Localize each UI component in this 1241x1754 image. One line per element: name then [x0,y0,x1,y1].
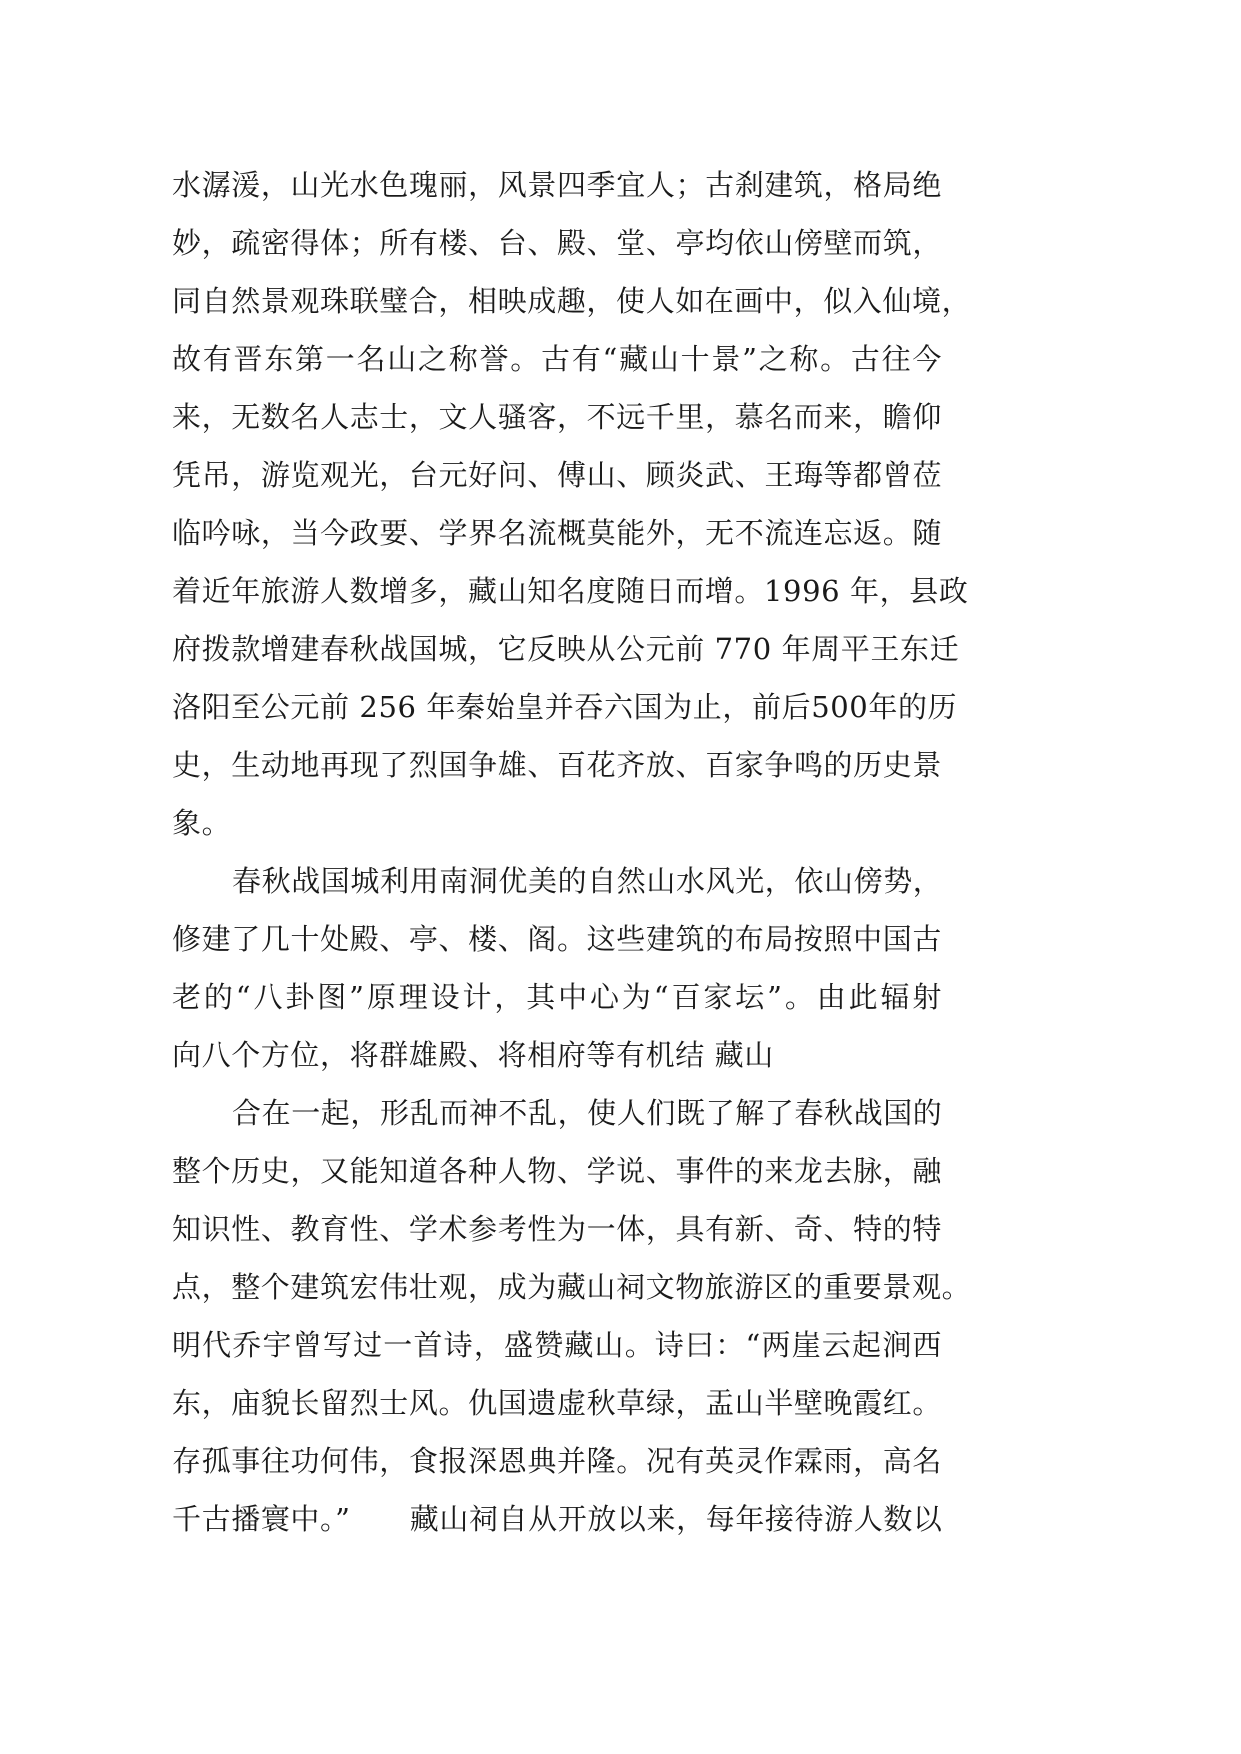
text-line: 临吟咏，当今政要、学界名流概莫能外，无不流连忘返。随 [172,516,942,550]
text-line: 知识性、教育性、学术参考性为一体，具有新、奇、特的特 [172,1212,942,1246]
paragraph-3 [172,1084,972,1548]
text-line: 水潺湲，山光水色瑰丽，风景四季宜人；古刹建筑，格局绝 [172,168,942,202]
text-line: 故有晋东第一名山之称誉。古有“藏山十景”之称。古往今 [172,342,942,376]
text-line: 来，无数名人志士，文人骚客，不远千里，慕名而来，瞻仰 [172,400,942,434]
body-text [172,156,972,1548]
paragraph-1 [172,156,972,852]
text-line: 春秋战国城利用南洞优美的自然山水风光，依山傍势， [232,864,943,898]
text-line: 点，整个建筑宏伟壮观，成为藏山祠文物旅游区的重要景观。 [172,1270,972,1304]
text-line: 合在一起，形乱而神不乱，使人们既了解了春秋战国的 [232,1096,943,1130]
text-line: 存孤事往功何伟，食报深恩典并隆。况有英灵作霖雨，高名 [172,1444,942,1478]
text-line: 府拨款增建春秋战国城，它反映从公元前 770 年周平王东迁 [172,632,960,666]
text-line: 明代乔宇曾写过一首诗，盛赞藏山。诗曰：“两崖云起涧西 [172,1328,942,1362]
text-line: 洛阳至公元前 256 年秦始皇并吞六国为止，前后500年的历 [172,690,958,724]
text-line: 东，庙貌长留烈士风。仇国遗虚秋草绿，盂山半壁晚霞红。 [172,1386,942,1420]
text-line: 妙，疏密得体；所有楼、台、殿、堂、亭均依山傍壁而筑， [172,226,942,260]
text-line: 老的“八卦图”原理设计，其中心为“百家坛”。由此辐射 [172,980,942,1014]
text-line: 同自然景观珠联璧合，相映成趣，使人如在画中，似入仙境， [172,284,972,318]
text-line: 史，生动地再现了烈国争雄、百花齐放、百家争鸣的历史景 [172,748,942,782]
text-line: 千古播寰中。” 藏山祠自从开放以来，每年接待游人数以 [172,1502,943,1536]
text-line: 着近年旅游人数增多，藏山知名度随日而增。1996 年，县政 [172,574,969,608]
text-line: 整个历史，又能知道各种人物、学说、事件的来龙去脉，融 [172,1154,942,1188]
text-line: 凭吊，游览观光，台元好问、傅山、顾炎武、王珻等都曾莅 [172,458,942,492]
text-line: 向八个方位，将群雄殿、将相府等有机结 藏山 [172,1038,774,1072]
text-line: 修建了几十处殿、亭、楼、阁。这些建筑的布局按照中国古 [172,922,942,956]
text-line: 象。 [172,806,232,840]
paragraph-2 [172,852,942,1084]
